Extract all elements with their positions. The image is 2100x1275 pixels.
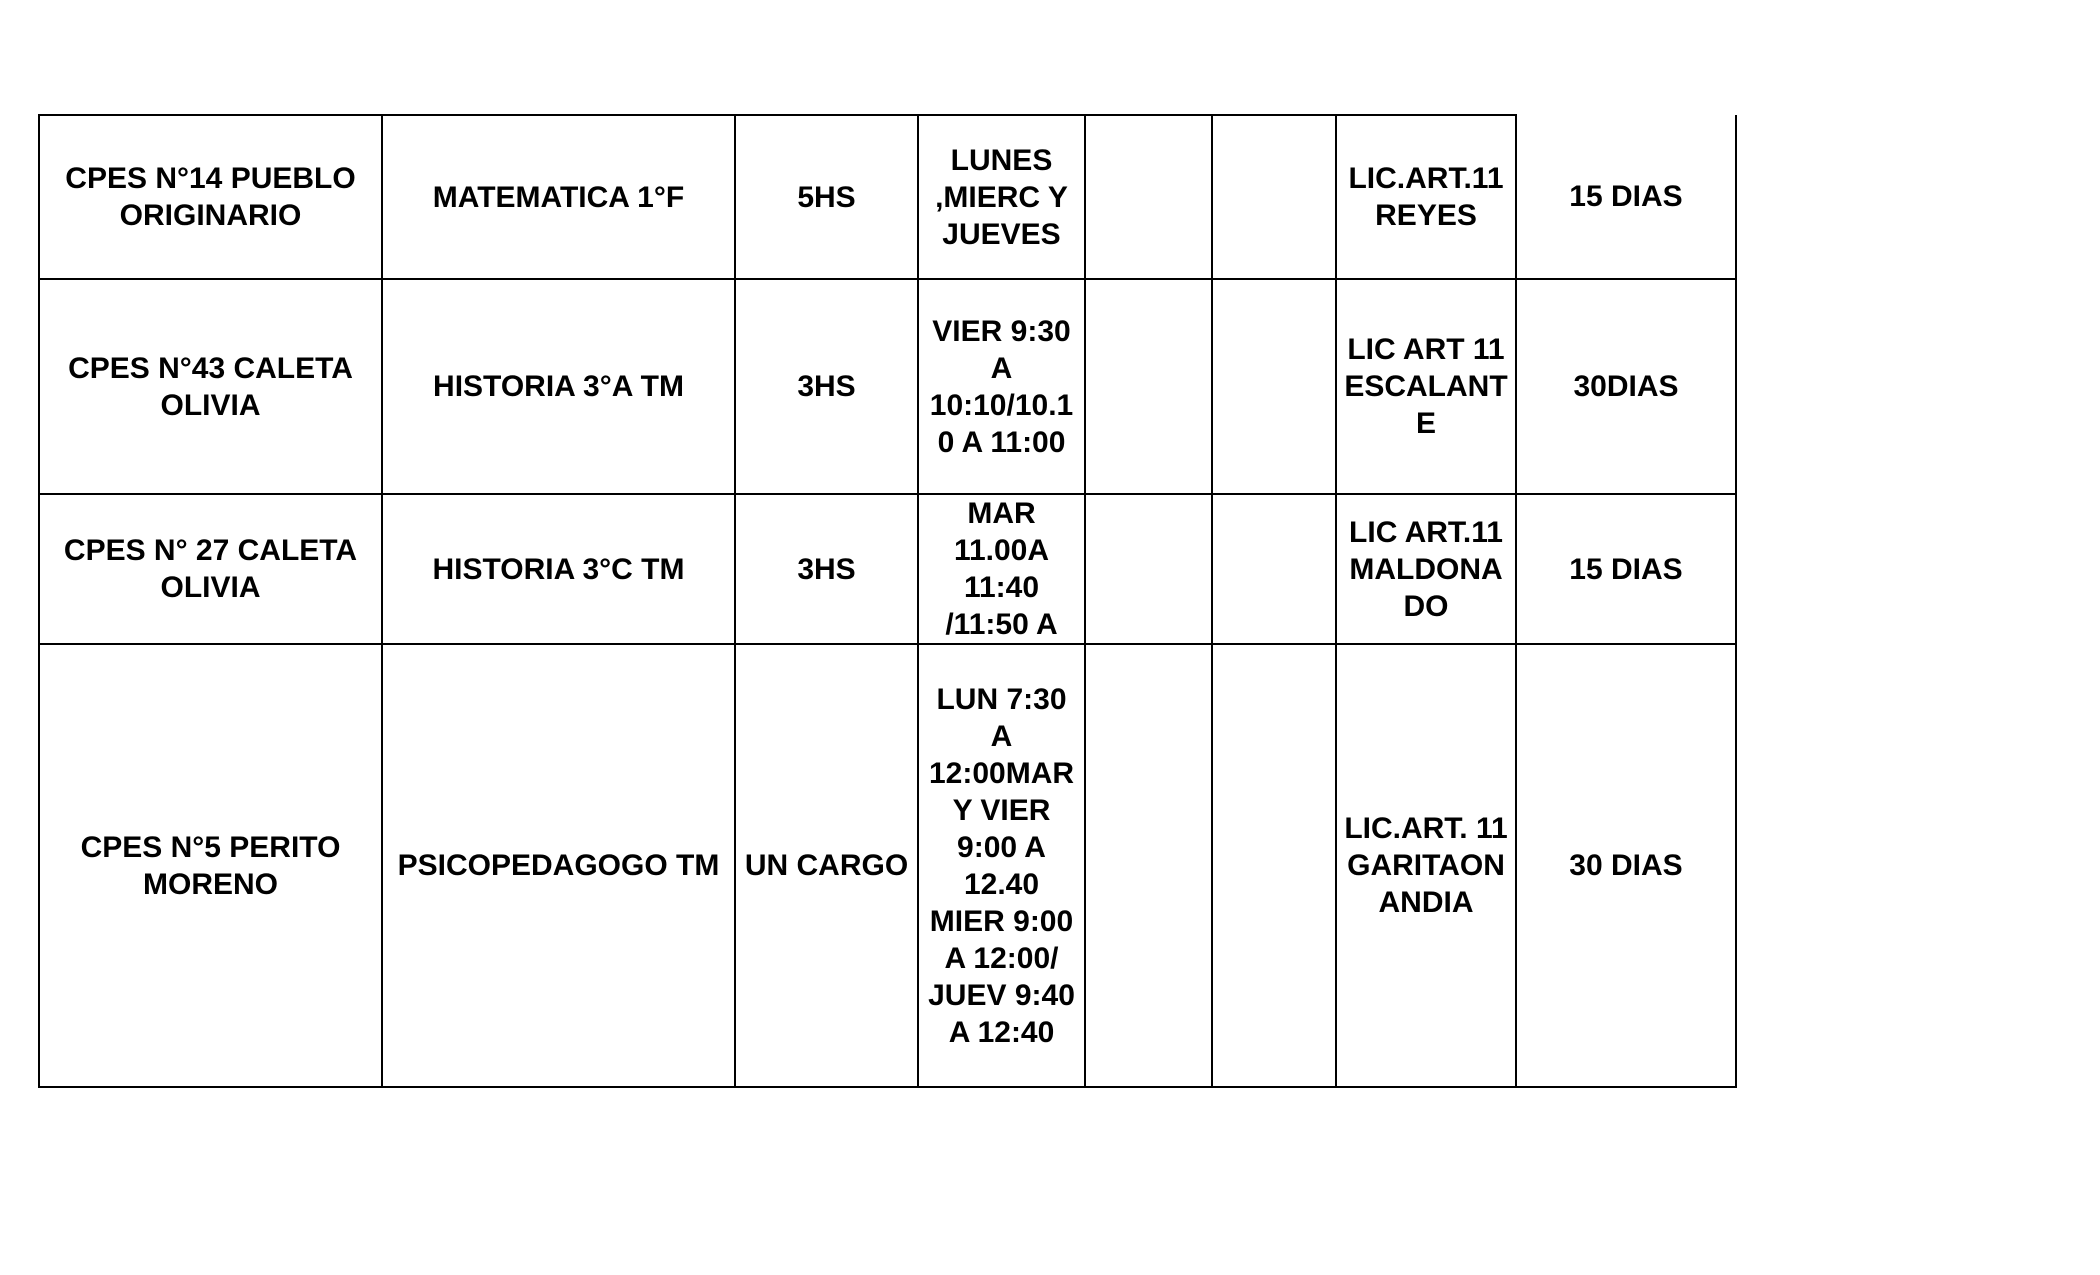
table-row — [39, 644, 1736, 1087]
leave-cell: LIC ART.11 MALDONADO — [1336, 494, 1516, 644]
empty-cell — [1212, 279, 1336, 494]
leave-cell: LIC ART 11 ESCALANTE — [1336, 279, 1516, 494]
leave-cell: LIC.ART.11 REYES — [1336, 115, 1516, 279]
empty-cell — [1212, 494, 1336, 644]
hours-cell: 5HS — [735, 115, 918, 279]
empty-cell — [1085, 644, 1212, 1087]
duration-cell: 15 DIAS — [1516, 494, 1736, 644]
empty-cell — [1085, 279, 1212, 494]
hours-cell: UN CARGO — [735, 644, 918, 1087]
empty-cell — [1212, 644, 1336, 1087]
duration-cell: 30DIAS — [1516, 279, 1736, 494]
duration-cell: 15 DIAS — [1516, 115, 1736, 279]
table-row — [39, 279, 1736, 494]
leave-cell: LIC.ART. 11 GARITAONANDIA — [1336, 644, 1516, 1087]
table-row — [39, 115, 1736, 279]
table-row — [39, 494, 1736, 644]
empty-cell — [1085, 494, 1212, 644]
schedule-cell: MAR 11.00A 11:40 /11:50 A — [918, 494, 1085, 644]
subject-cell: HISTORIA 3°A TM — [382, 279, 735, 494]
hours-cell: 3HS — [735, 279, 918, 494]
school-cell: CPES N°43 CALETA OLIVIA — [39, 279, 382, 494]
duration-cell: 30 DIAS — [1516, 644, 1736, 1087]
schedule-cell: LUNES ,MIERC Y JUEVES — [918, 115, 1085, 279]
hours-cell: 3HS — [735, 494, 918, 644]
assignments-table — [38, 114, 1737, 1088]
subject-cell: PSICOPEDAGOGO TM — [382, 644, 735, 1087]
empty-cell — [1085, 115, 1212, 279]
schedule-cell: VIER 9:30 A 10:10/10.10 A 11:00 — [918, 279, 1085, 494]
school-cell: CPES N°14 PUEBLO ORIGINARIO — [39, 115, 382, 279]
school-cell: CPES N° 27 CALETA OLIVIA — [39, 494, 382, 644]
schedule-cell: LUN 7:30 A 12:00MAR Y VIER 9:00 A 12.40 MIER 9:00 A 12:00/ JUEV 9:40 A 12:40 — [918, 644, 1085, 1087]
school-cell: CPES N°5 PERITO MORENO — [39, 644, 382, 1087]
empty-cell — [1212, 115, 1336, 279]
subject-cell: MATEMATICA 1°F — [382, 115, 735, 279]
subject-cell: HISTORIA 3°C TM — [382, 494, 735, 644]
